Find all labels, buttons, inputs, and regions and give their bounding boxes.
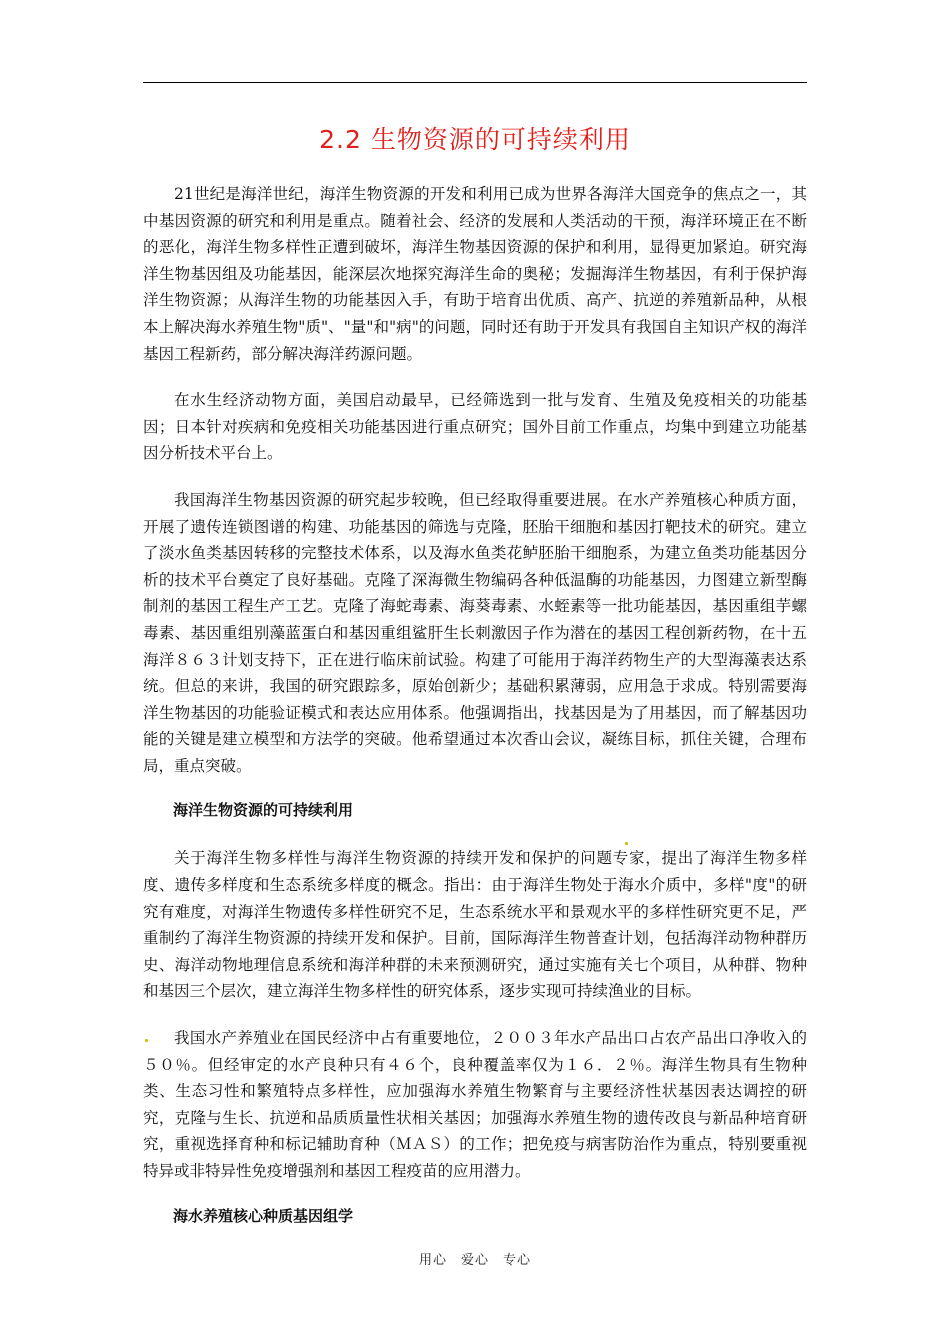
paragraph-aquaculture: 我国水产养殖业在国民经济中占有重要地位，２００３年水产品出口占农产品出口净收入的５０％。但经审定的水产良种只有４６个，良种覆盖率仅为１６．２％。海洋生物具有生物种类、生态习性和繁殖特点多样性，应加强海水养殖生物繁育与主要经济性状基因表达调控的研究，克隆与生长、抗逆和品质质量性状相关基因；加强海水养殖生物的遗传改良与新品种培育研究，重视选择育种和标记辅助育种（ＭＡＳ）的工作；把免疫与病害防治作为重点，特别要重视特异或非特异性免疫增强剂和基因工程疫苗的应用潜力。 [143, 1029, 807, 1180]
document-body [143, 181, 807, 1251]
paragraph-aquatic-animals: 在水生经济动物方面，美国启动最早，已经筛选到一批与发育、生殖及免疫相关的功能基因；日本针对疾病和免疫相关功能基因进行重点研究；国外目前工作重点，均集中到建立功能基因分析技术平台上。 [143, 391, 807, 463]
header-rule [143, 82, 807, 83]
scan-speck [145, 1039, 148, 1042]
section-heading-sustainable-use: 海洋生物资源的可持续利用 [173, 801, 354, 820]
paragraph-biodiversity: 关于海洋生物多样性与海洋生物资源的持续开发和保护的问题专家，提出了海洋生物多样度、遗传多样度和生态系统多样度的概念。指出：由于海洋生物处于海水介质中，多样"度"的研究有难度，对海洋生物遗传多样性研究不足，生态系统水平和景观水平的多样性研究更不足，严重制约了海洋生物资源的持续开发和保护。目前，国际海洋生物普查计划，包括海洋动物种群历史、海洋动物地理信息系统和海洋种群的未来预测研究，通过实施有关七个项目，从种群、物种和基因三个层次，建立海洋生物多样性的研究体系，逐步实现可持续渔业的目标。 [143, 849, 807, 1001]
section-heading-genomics: 海水养殖核心种质基因组学 [173, 1206, 354, 1225]
paragraph-china-research: 我国海洋生物基因资源的研究起步较晚，但已经取得重要进展。在水产养殖核心种质方面，开展了遗传连锁图谱的构建、功能基因的筛选与克隆，胚胎干细胞和基因打靶技术的研究。建立了淡水鱼类基因转移的完整技术体系，以及海水鱼类花鲈胚胎干细胞系，为建立鱼类功能基因分析的技术平台奠定了良好基础。克隆了深海微生物编码各种低温酶的功能基因，力图建立新型酶制剂的基因工程生产工艺。克隆了海蛇毒素、海葵毒素、水蛭素等一批功能基因，基因重组芋螺毒素、基因重组别藻蓝蛋白和基因重组鲨肝生长刺激因子作为潜在的基因工程创新药物，在十五海洋８６３计划支持下，正在进行临床前试验。构建了可能用于海洋药物生产的大型海藻表达系统。但总的来讲，我国的研究跟踪多，原始创新少；基础积累薄弱，应用急于求成。特别需要海洋生物基因的功能验证模式和表达应用体系。他强调指出，找基因是为了用基因，而了解基因功能的关键是建立模型和方法学的突破。他希望通过本次香山会议，凝练目标，抓住关键，合理布局，重点突破。 [143, 490, 807, 775]
scan-speck [625, 842, 628, 845]
page-footer: 用心 爱心 专心 [418, 1253, 531, 1268]
paragraph-intro: 21世纪是海洋世纪，海洋生物资源的开发和利用已成为世界各海洋大国竞争的焦点之一，其中基因资源的研究和利用是重点。随着社会、经济的发展和人类活动的干预，海洋环境正在不断的恶化，海洋生物多样性正遭到破坏，海洋生物基因资源的保护和利用，显得更加紧迫。研究海洋生物基因组及功能基因，能深层次地探究海洋生命的奥秘；发掘海洋生物基因，有利于保护海洋生物资源；从海洋生物的功能基因入手，有助于培育出优质、高产、抗逆的养殖新品种，从根本上解决海水养殖生物"质"、"量"和"病"的问题，同时还有助于开发具有我国自主知识产权的海洋基因工程新药，部分解决海洋药源问题。 [143, 185, 807, 363]
page-title: 2.2 生物资源的可持续利用 [319, 125, 631, 154]
